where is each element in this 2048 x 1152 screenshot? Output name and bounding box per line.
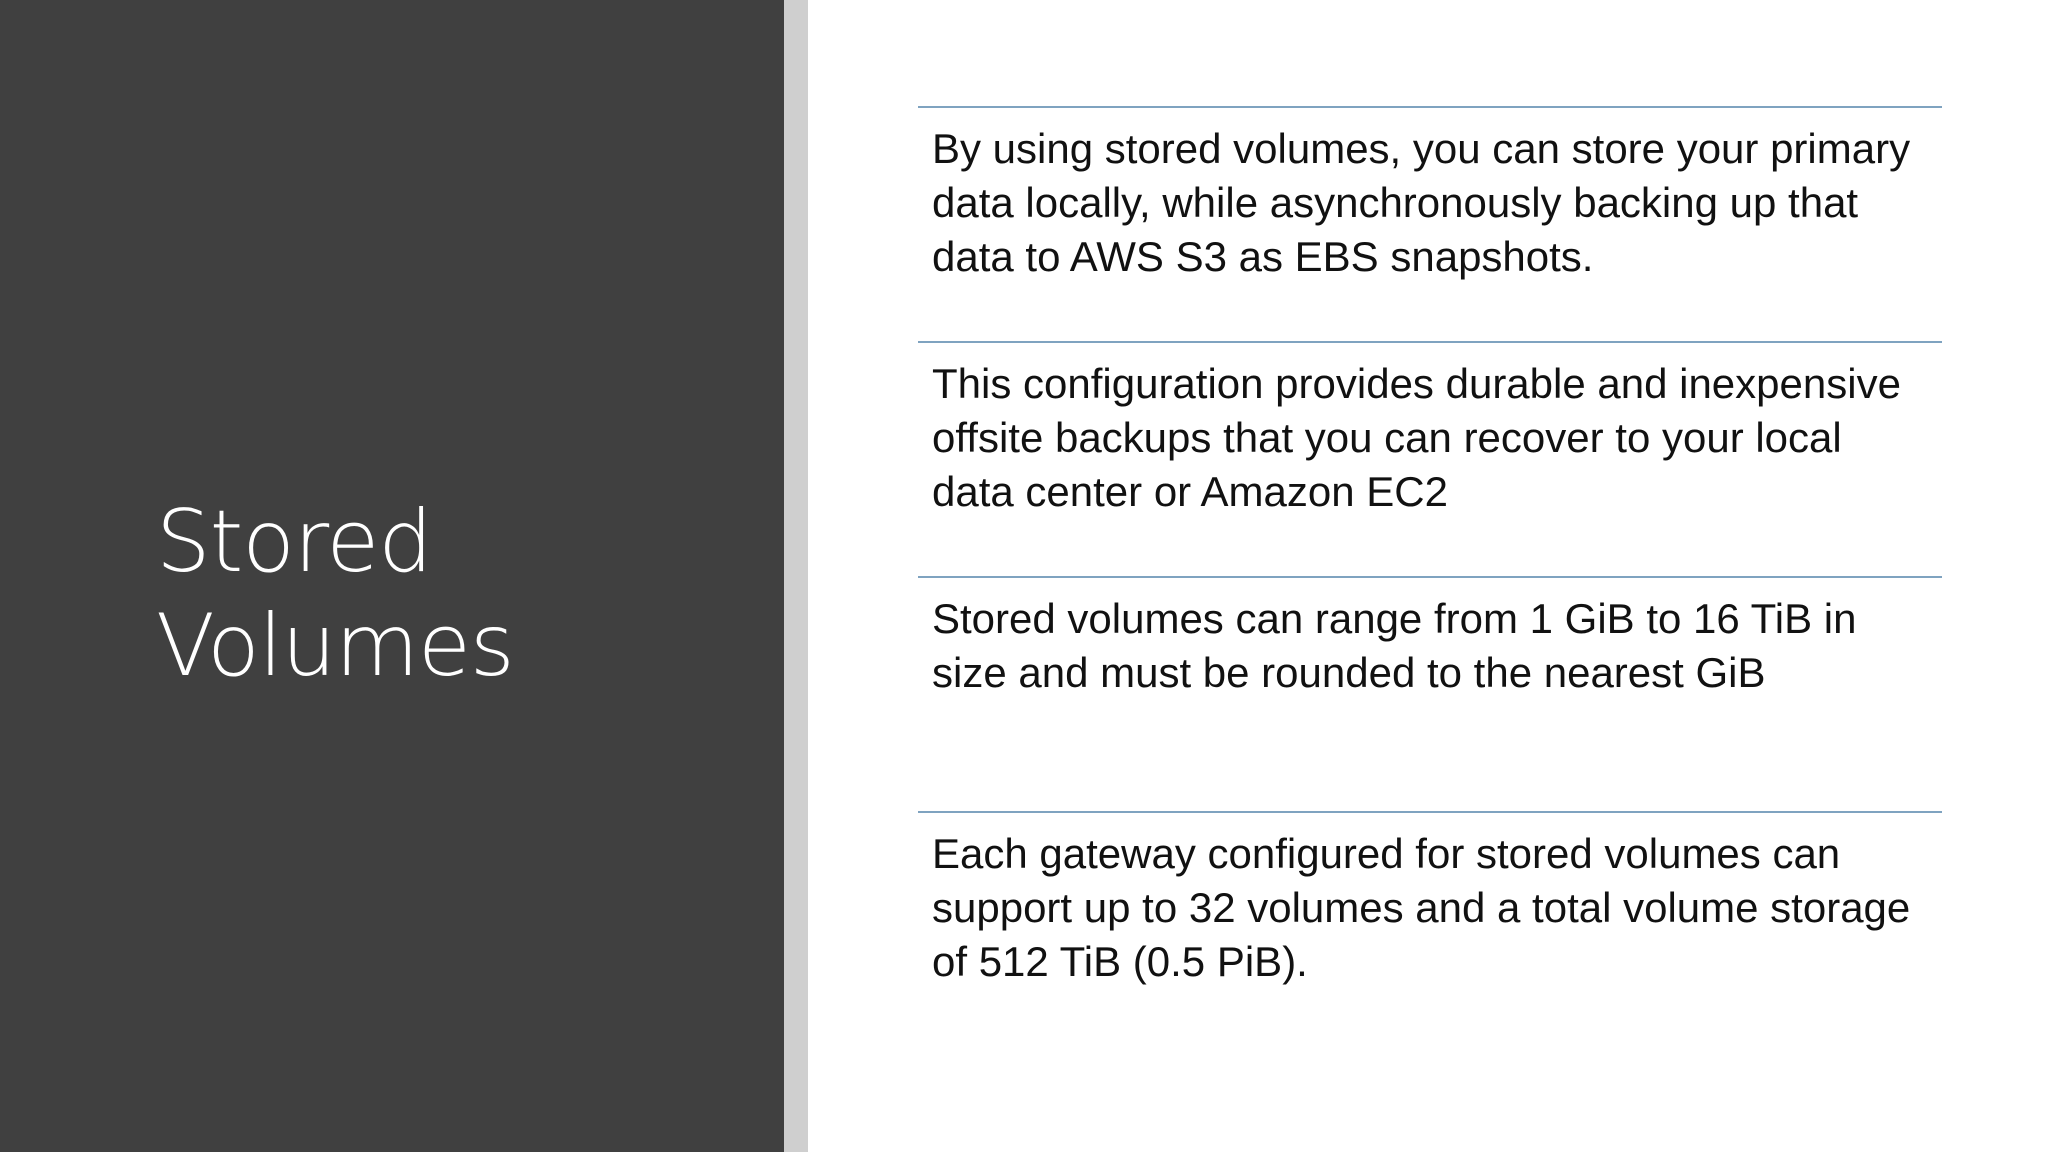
bullet-text: Stored volumes can range from 1 GiB to 16 TiB in size and must be rounded to the nearest GiB [932, 595, 1857, 696]
bullet-item [918, 811, 1942, 1046]
bullet-list [918, 106, 1942, 1046]
bullet-item [918, 341, 1942, 576]
panel-divider [784, 0, 808, 1152]
bullet-text: Each gateway configured for stored volumes can support up to 32 volumes and a total volume storage of 512 TiB (0.5 PiB). [932, 830, 1911, 985]
slide-title-line-2: Volumes [156, 596, 514, 696]
bullet-text: This configuration provides durable and inexpensive offsite backups that you can recover to your local data center or Amazon EC2 [932, 360, 1901, 515]
title-panel [0, 0, 784, 1152]
bullet-item [918, 576, 1942, 811]
slide-title [156, 490, 514, 698]
bullet-item [918, 106, 1942, 341]
slide-title-line-1: Stored [156, 492, 432, 592]
bullet-text: By using stored volumes, you can store your primary data locally, while asynchronously backing up that data to AWS S3 as EBS snapshots. [932, 125, 1911, 280]
